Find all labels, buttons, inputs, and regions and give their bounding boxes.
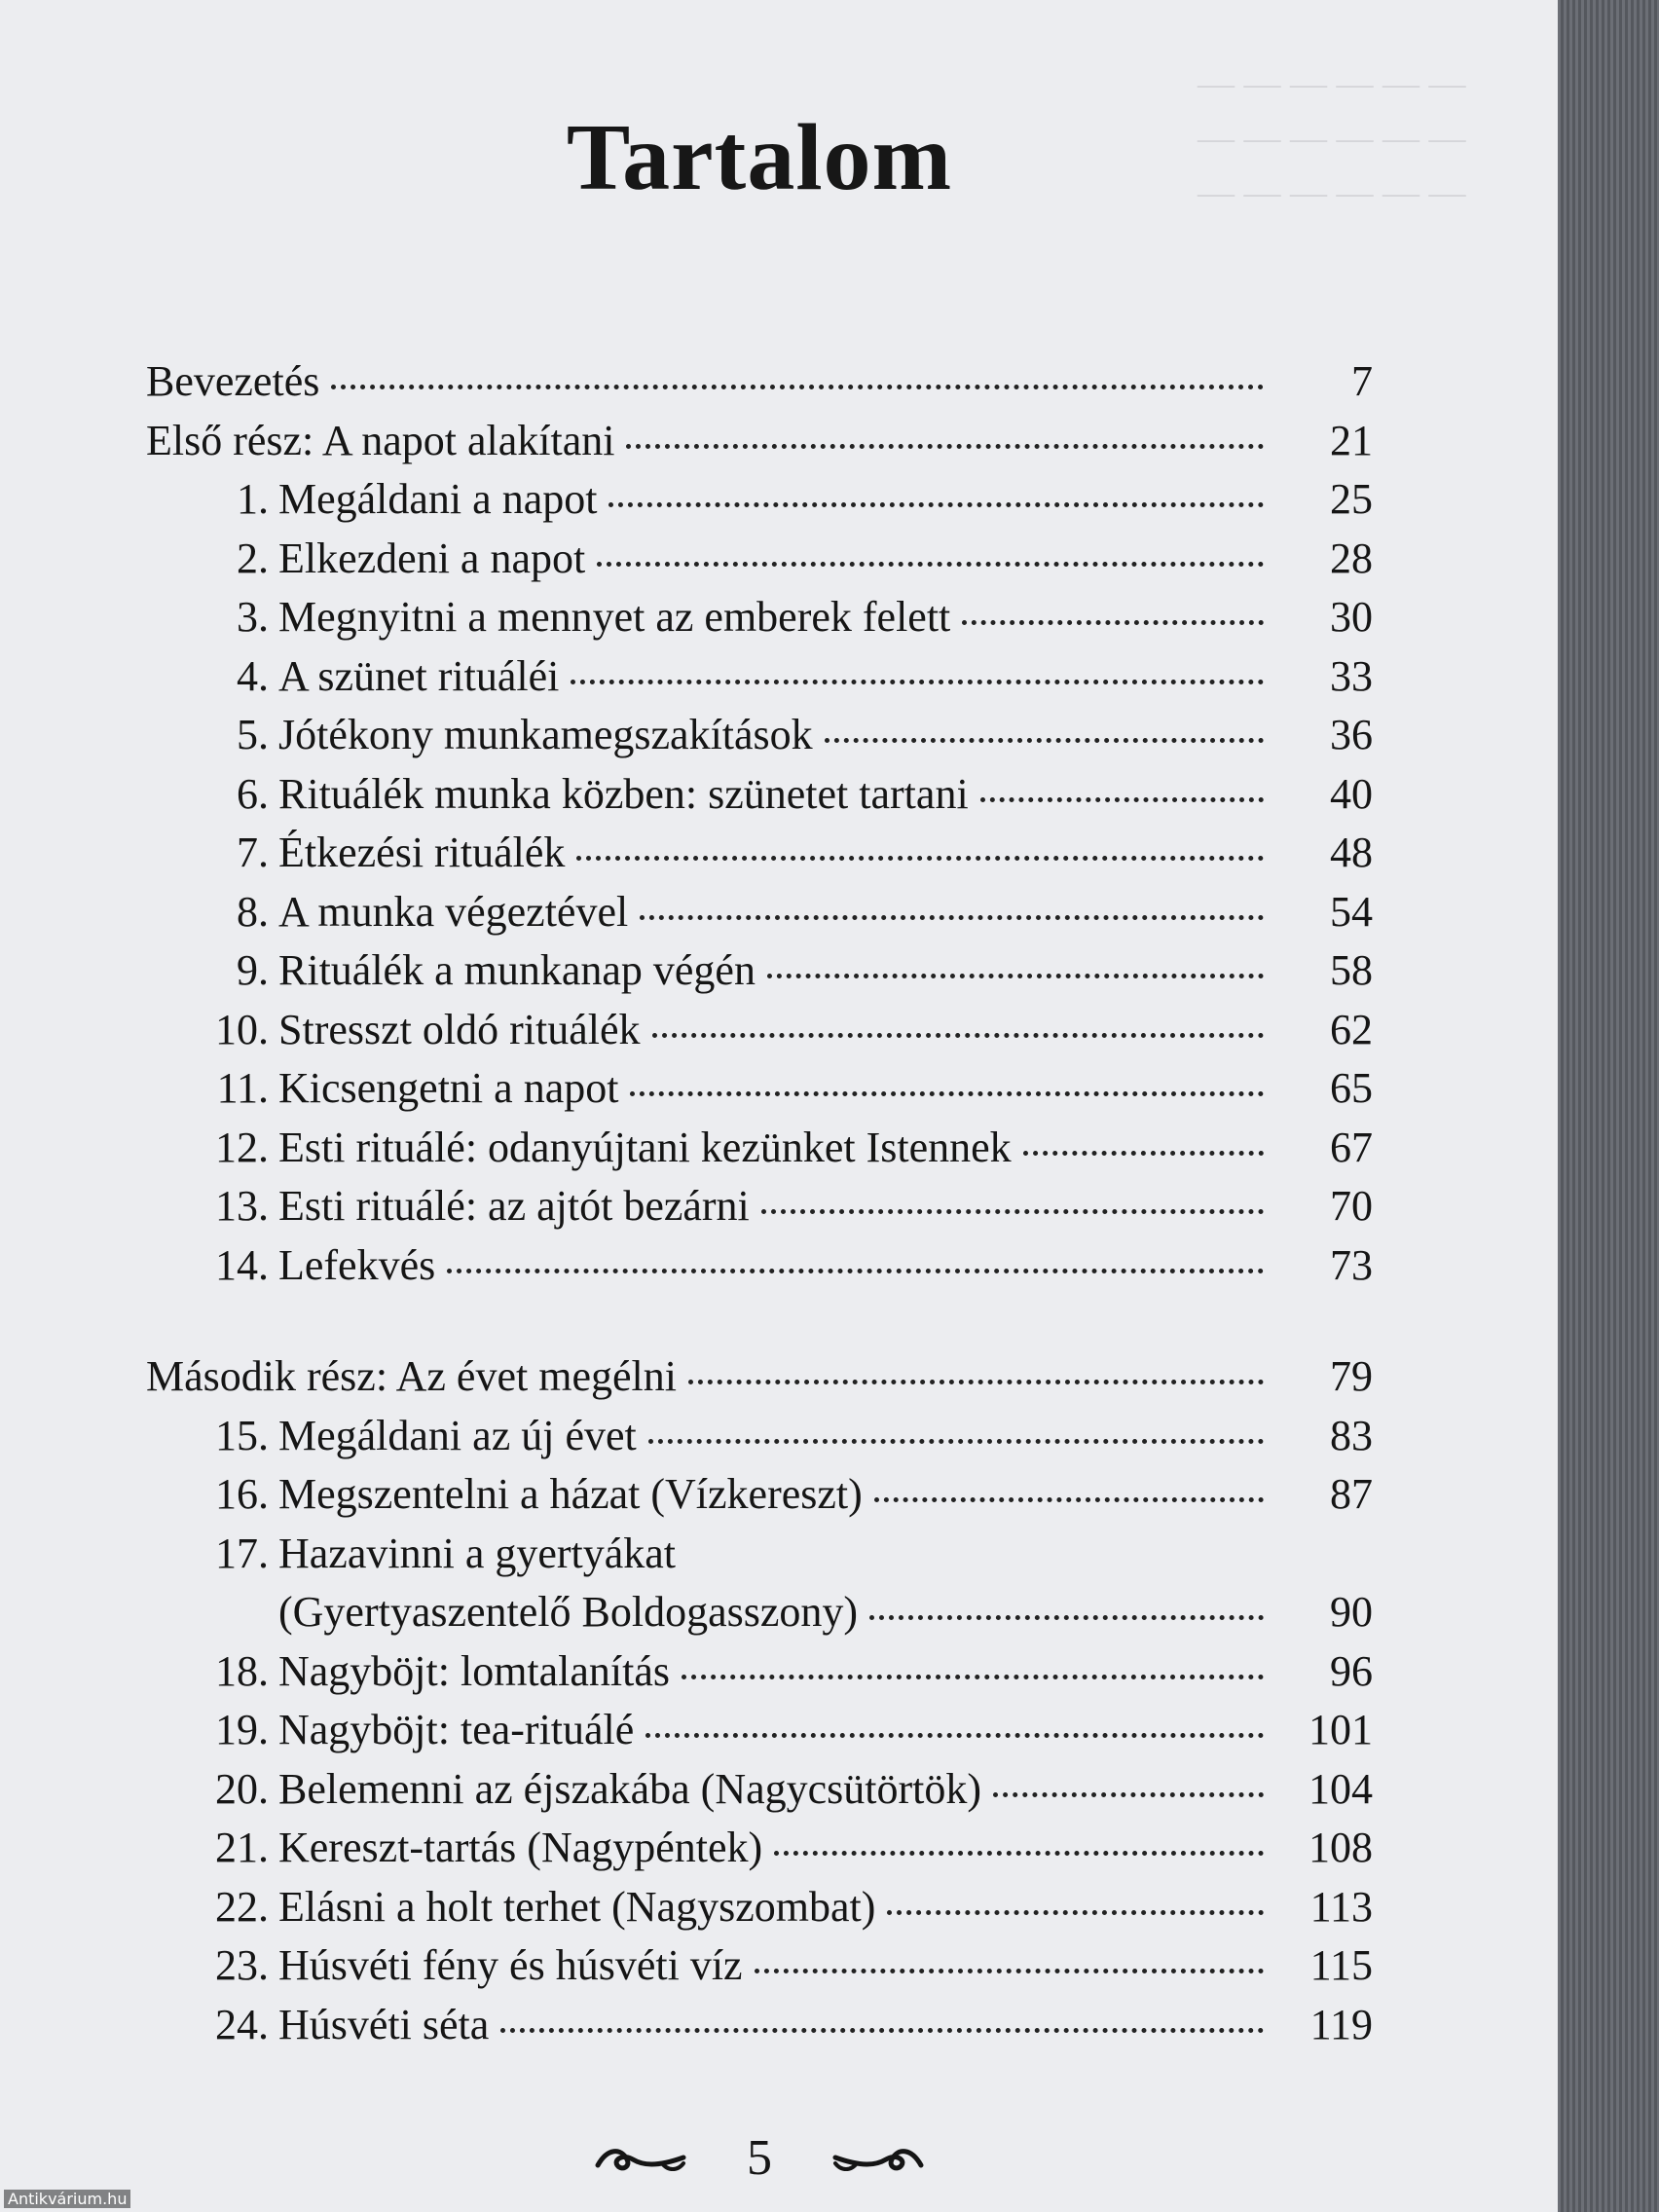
toc-entry	[146, 1701, 1373, 1760]
toc-entry	[146, 1001, 1373, 1060]
toc-entry	[146, 1878, 1373, 1937]
toc-entry	[146, 1177, 1373, 1236]
entry-title: Megáldani a napot	[278, 475, 598, 523]
entry-title: Esti rituálé: az ajtót bezárni	[278, 1182, 750, 1230]
entry-number: 7.	[237, 829, 269, 876]
dot-leader	[993, 1792, 1264, 1797]
dot-leader	[447, 1269, 1264, 1273]
entry-title: A szünet rituáléi	[278, 651, 560, 700]
entry-page: 28	[1330, 534, 1373, 582]
entry-page: 101	[1309, 1706, 1373, 1753]
page-title: Tartalom	[566, 104, 953, 210]
dot-leader	[874, 1497, 1264, 1502]
dot-leader	[645, 1733, 1264, 1738]
entry-number: 22.	[215, 1882, 269, 1931]
entry-number: 6.	[237, 769, 269, 818]
toc-entry	[146, 1936, 1373, 1996]
dot-leader	[652, 1033, 1265, 1038]
dot-leader	[682, 1675, 1264, 1679]
dot-leader	[980, 797, 1264, 802]
entry-title: Belemenni az éjszakába (Nagycsütörtök)	[278, 1764, 982, 1813]
entry-title: Étkezési rituálék	[278, 829, 566, 876]
page-edges	[1558, 0, 1659, 2212]
dot-leader	[500, 2028, 1264, 2033]
entry-number: 20.	[215, 1764, 269, 1813]
entry-number: 10.	[215, 1005, 269, 1053]
entry-title: Esti rituálé: odanyújtani kezünket Istennek	[278, 1123, 1012, 1171]
entry-page: 70	[1330, 1182, 1373, 1230]
toc-entry	[146, 1525, 1373, 1584]
page-footer	[0, 2124, 1519, 2187]
entry-title: A munka végeztével	[278, 887, 629, 936]
entry-title: Elásni a holt terhet (Nagyszombat)	[278, 1882, 876, 1931]
dot-leader	[640, 915, 1264, 920]
entry-title: Bevezetés	[146, 357, 320, 405]
entry-title: Kereszt-tartás (Nagypéntek)	[278, 1824, 763, 1871]
dot-leader	[688, 1380, 1264, 1384]
entry-page: 73	[1330, 1240, 1373, 1289]
dot-leader	[774, 1851, 1264, 1856]
toc-entry	[146, 1347, 1373, 1407]
entry-page: 119	[1309, 2000, 1373, 2048]
entry-number: 21.	[215, 1824, 269, 1871]
entry-number: 17.	[215, 1529, 269, 1577]
dot-leader	[825, 738, 1264, 743]
dot-leader	[576, 856, 1264, 861]
entry-page: 33	[1330, 651, 1373, 700]
dot-leader	[887, 1910, 1264, 1915]
toc-entry	[146, 352, 1373, 412]
dot-leader	[962, 620, 1264, 625]
entry-number: 8.	[237, 887, 269, 936]
table-of-contents	[146, 352, 1373, 2054]
entry-page: 36	[1330, 711, 1373, 758]
toc-entry	[146, 706, 1373, 765]
dot-leader	[626, 444, 1264, 449]
entry-title: Rituálék munka közben: szünetet tartani	[278, 769, 969, 818]
entry-number: 9.	[237, 946, 269, 994]
watermark: Antikvárium.hu	[4, 2190, 130, 2208]
dot-leader	[767, 974, 1264, 978]
entry-page: 54	[1330, 887, 1373, 936]
entry-page: 40	[1330, 769, 1373, 818]
entry-title: Megszentelni a házat (Vízkereszt)	[278, 1470, 863, 1518]
show-through: — — — — — —	[1198, 63, 1466, 104]
toc-entry-continuation	[146, 1583, 1373, 1642]
dot-leader	[1023, 1151, 1264, 1156]
entry-page: 58	[1330, 946, 1373, 994]
entry-number: 1.	[237, 475, 269, 523]
toc-entry	[146, 941, 1373, 1001]
entry-page: 115	[1309, 1941, 1373, 1989]
entry-number: 4.	[237, 651, 269, 700]
dot-leader	[761, 1209, 1264, 1214]
dot-leader	[755, 1969, 1264, 1973]
entry-number: 24.	[215, 2000, 269, 2048]
toc-entry	[146, 1236, 1373, 1296]
entry-number: 23.	[215, 1941, 269, 1989]
entry-title: Második rész: Az évet megélni	[146, 1352, 677, 1400]
dot-leader	[869, 1615, 1264, 1620]
toc-entry	[146, 1996, 1373, 2055]
entry-title: Stresszt oldó rituálék	[278, 1005, 641, 1053]
entry-title: Elkezdeni a napot	[278, 534, 586, 582]
toc-entry	[146, 1059, 1373, 1119]
entry-number: 2.	[237, 534, 269, 582]
entry-page: 113	[1309, 1882, 1373, 1931]
entry-page: 96	[1330, 1646, 1373, 1695]
entry-page: 30	[1330, 593, 1373, 641]
entry-number: 13.	[215, 1182, 269, 1230]
entry-title: Kicsengetni a napot	[278, 1064, 619, 1112]
entry-number: 3.	[237, 593, 269, 641]
toc-entry	[146, 1119, 1373, 1178]
entry-page: 65	[1330, 1064, 1373, 1112]
entry-title: Nagyböjt: tea-rituálé	[278, 1706, 635, 1753]
toc-entry	[146, 588, 1373, 647]
entry-page: 21	[1330, 416, 1373, 464]
entry-number: 19.	[215, 1706, 269, 1753]
show-through: — — — — — —	[1198, 172, 1466, 213]
toc-entry	[146, 824, 1373, 883]
entry-number: 15.	[215, 1411, 269, 1459]
left-flourish-icon	[594, 2138, 687, 2177]
dot-leader	[648, 1439, 1264, 1444]
dot-leader	[630, 1091, 1264, 1096]
dot-leader	[608, 502, 1264, 507]
dot-leader	[597, 562, 1264, 567]
toc-entry	[146, 883, 1373, 942]
entry-page: 48	[1330, 829, 1373, 876]
toc-entry	[146, 1465, 1373, 1525]
entry-page: 7	[1351, 357, 1373, 405]
entry-title: Megáldani az új évet	[278, 1411, 637, 1459]
toc-entry	[146, 647, 1373, 707]
toc-entry	[146, 1760, 1373, 1820]
entry-number: 14.	[215, 1240, 269, 1289]
entry-page: 87	[1330, 1470, 1373, 1518]
toc-entry	[146, 765, 1373, 825]
entry-title: Nagyböjt: lomtalanítás	[278, 1646, 671, 1695]
entry-page: 108	[1309, 1824, 1373, 1871]
entry-page: 79	[1330, 1352, 1373, 1400]
entry-page: 25	[1330, 475, 1373, 523]
dot-leader	[571, 680, 1264, 684]
entry-number: 12.	[215, 1123, 269, 1171]
entry-title: Jótékony munkamegszakítások	[278, 711, 813, 758]
entry-title: Megnyitni a mennyet az emberek felett	[278, 593, 951, 641]
entry-page: 104	[1309, 1764, 1373, 1813]
entry-title: Első rész: A napot alakítani	[146, 416, 615, 464]
entry-title: Húsvéti fény és húsvéti víz	[278, 1941, 743, 1989]
entry-page: 67	[1330, 1123, 1373, 1171]
entry-title: Húsvéti séta	[278, 2000, 490, 2048]
toc-entry	[146, 1819, 1373, 1878]
entry-page: 62	[1330, 1005, 1373, 1053]
toc-entry	[146, 1642, 1373, 1702]
dot-leader	[331, 385, 1264, 389]
entry-title: Hazavinni a gyertyákat	[278, 1529, 677, 1577]
entry-number: 11.	[216, 1064, 269, 1112]
toc-entry	[146, 1407, 1373, 1466]
toc-entry	[146, 470, 1373, 530]
entry-title: Rituálék a munkanap végén	[278, 946, 756, 994]
entry-number: 5.	[237, 711, 269, 758]
entry-page: 90	[1330, 1588, 1373, 1636]
entry-title: Lefekvés	[278, 1240, 436, 1289]
entry-number: 18.	[215, 1646, 269, 1695]
right-flourish-icon	[831, 2138, 925, 2177]
entry-number: 16.	[215, 1470, 269, 1518]
toc-entry	[146, 412, 1373, 471]
page-number: 5	[747, 2129, 772, 2186]
entry-page: 83	[1330, 1411, 1373, 1459]
entry-title-continued: (Gyertyaszentelő Boldogasszony)	[278, 1588, 859, 1636]
toc-entry	[146, 530, 1373, 589]
show-through: — — — — — —	[1198, 118, 1466, 159]
